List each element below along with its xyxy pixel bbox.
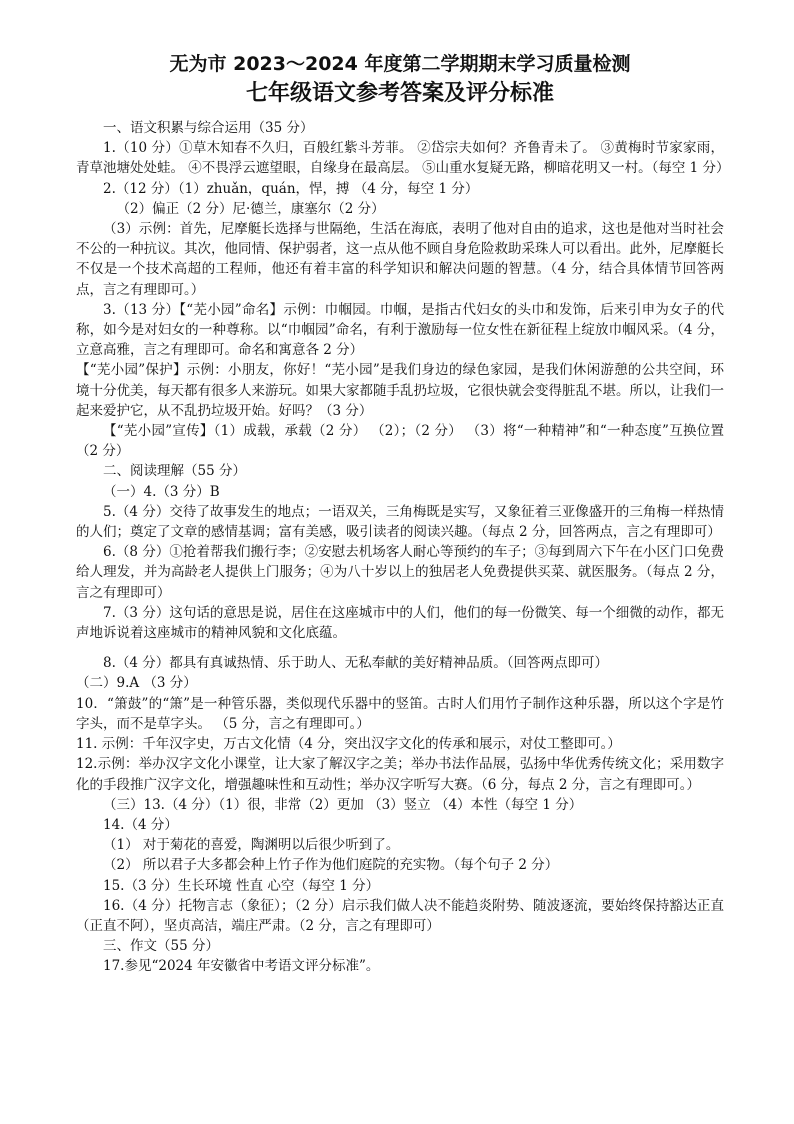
document-title: 七年级语文参考答案及评分标准 [245,81,554,106]
section-heading-3: 三、作文（55 分） [103,938,219,955]
answer-q7: 7.（3 分）这句话的意思是说，居住在这座城市中的人们，他们的每一份微笑、每一个细微的动作，都无声地诉说着这座城市的精神风貌和文化底蕴。 [76,604,724,642]
answer-q3-protection: 【“芜小园”保护】示例：小朋友，你好！“芜小园”是我们身边的绿色家园，是我们休闲游憩的公共空间，环境十分优美，每天都有很多人来游玩。如果大家都随手乱扔垃圾，它很快就会变得脏乱不堪。所以，让我们一起来爱护它，从不乱扔垃圾开始。好吗？（3 分） [76,362,724,419]
answer-key-page [76,50,730,977]
answer-q2-2: （2）偏正（2 分）尼·德兰，康塞尔（2 分） [116,200,385,217]
answer-q8: 8.（4 分）都具有真诚热情、乐于助人、无私奉献的美好精神品质。（回答两点即可） [103,655,609,672]
answer-q1: 1.（10 分）①草木知春不久归，百般红紫斗芳菲。 ②岱宗夫如何？齐鲁青未了。 ③黄梅时节家家雨，青草池塘处处蛙。 ④不畏浮云遮望眼，自缘身在最高层。 ⑤山重水复疑无路，柳暗花明又一村。（每空 1 分） [76,140,730,177]
answer-q2-1: 2.（12 分）（1）zhuǎn，quán，悍，搏 （4 分，每空 1 分） [103,180,479,197]
exam-title: 无为市 2023～2024 年度第二学期期末学习质量检测 [169,53,631,75]
answer-q10: 10．“箫鼓”的“箫”是一种管乐器，类似现代乐器中的竖笛。古时人们用竹子制作这种乐器，所以这个字是竹字头，而不是草字头。 （5 分，言之有理即可。） [76,695,724,732]
answer-q4: （一）4.（3 分）B [103,483,220,500]
answer-q12: 12.示例：举办汉字文化小课堂，让大家了解汉字之美；举办书法作品展，弘扬中华优秀传统文化；采用数字化的手段推广汉字文化，增强趣味性和互动性；举办汉字听写大赛。（6 分，每点 2 分，言之有理即可。） [76,756,724,793]
answer-q17: 17.参见“2024 年安徽省中考语文评分标准”。 [103,958,380,975]
answer-q6: 6.（8 分）①抢着帮我们搬行李；②安慰去机场客人耐心等预约的车子；③每到周六下午在小区门口免费给人理发，并为高龄老人提供上门服务；④为八十岁以上的独居老人免费提供买菜、就医服务。（每点 2 分，言之有理即可） [76,544,724,601]
answer-q11: 11. 示例：千年汉字史，万古文化情（4 分，突出汉字文化的传承和展示，对仗工整即可。） [76,736,621,753]
section-heading-2: 二、阅读理解（55 分） [103,463,246,480]
answer-q14-2: （2） 所以君子大多都会种上竹子作为他们庭院的充实物。（每个句子 2 分） [103,857,559,874]
answer-q3-naming: 3.（13 分）【“芜小园”命名】示例：巾帼园。巾帼，是指古代妇女的头巾和发饰，后来引申为女子的代称，如今是对妇女的一种尊称。以“巾帼园”命名，有利于激励每一位女性在新征程上绽放巾帼风采。（4 分，立意高雅，言之有理即可。命名和寓意各 2 分） [76,301,724,359]
answer-q3-promotion: 【“芜小园”宣传】（1）成载，承载（2 分） （2）；（2 分） （3）将“一种精神”和“一种态度”互换位置（2 分） [76,423,724,460]
section-heading-1: 一、语文积累与综合运用（35 分） [103,120,314,136]
answer-q14: 14.（4 分） [103,816,178,833]
answer-q9: （二）9.A （3 分） [76,675,197,692]
answer-q14-1: （1） 对于菊花的喜爱，陶渊明以后很少听到了。 [103,837,400,854]
answer-q15: 15.（3 分）生长环境 性直 心空（每空 1 分） [103,877,380,894]
answer-q13: （三）13.（4 分）（1）很，非常（2）更加 （3）竖立 （4）本性（每空 1 分） [103,796,583,813]
answer-q5: 5.（4 分）交待了故事发生的地点；一语双关，三角梅既是实写，又象征着三亚像盛开的三角梅一样热情的人们；奠定了文章的感情基调；富有美感，吸引读者的阅读兴趣。（每点 2 分，回答两点，言之有理即可） [76,503,724,541]
answer-q16: 16.（4 分）托物言志（象征）；（2 分）启示我们做人决不能趋炎附势、随波逐流，要始终保持豁达正直（正直不阿），坚贞高洁，端庄严肃。（2 分，言之有理即可） [76,897,724,934]
answer-q2-3: （3）示例：首先，尼摩艇长选择与世隔绝，生活在海底，表明了他对自由的追求，这也是他对当时社会不公的一种抗议。其次，他同情、保护弱者，这一点从他不顾自身危险救助采珠人可以看出。此外，尼摩艇长不仅是一个技术高超的工程师，他还有着丰富的科学知识和解决问题的智慧。（4 分，结合具体情节回答两点，言之有理即可。） [76,221,724,298]
